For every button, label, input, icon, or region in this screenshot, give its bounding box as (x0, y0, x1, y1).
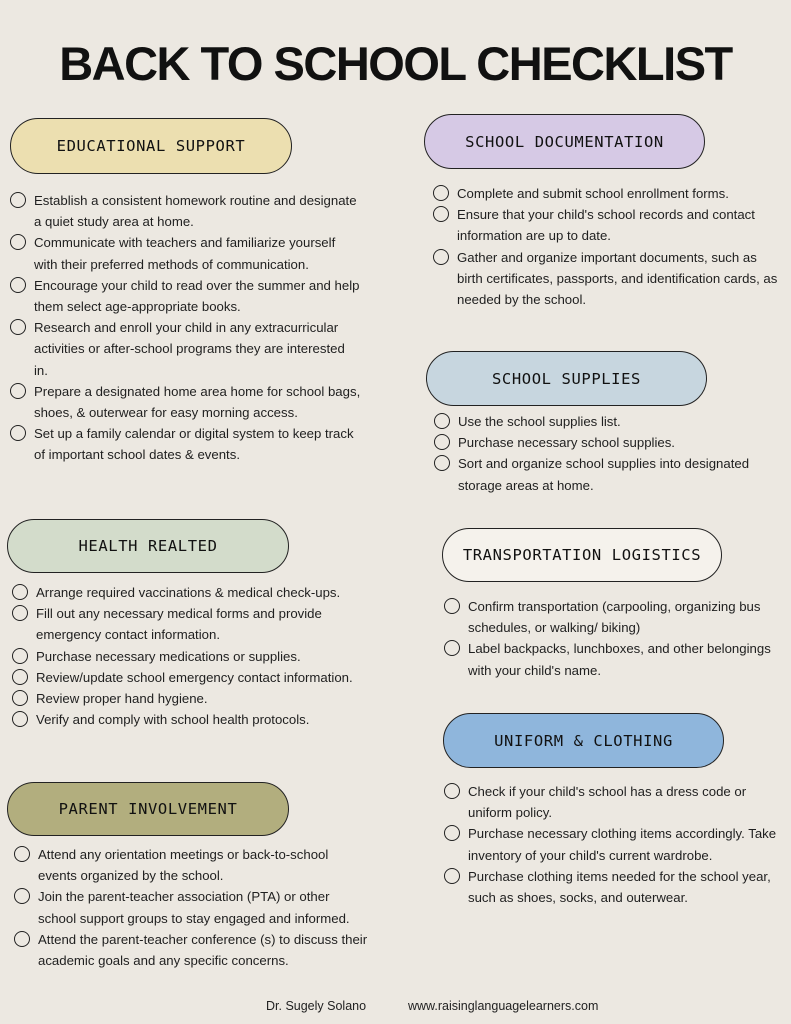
section-heading: SCHOOL SUPPLIES (426, 351, 707, 406)
checklist-item (10, 423, 362, 465)
section-heading: TRANSPORTATION LOGISTICS (442, 528, 722, 582)
checklist-item (444, 596, 774, 638)
checkbox-circle-icon[interactable] (10, 425, 26, 441)
section-heading: SCHOOL DOCUMENTATION (424, 114, 705, 169)
checkbox-circle-icon[interactable] (434, 455, 450, 471)
checkbox-circle-icon[interactable] (12, 584, 28, 600)
checklist-item-label: Review proper hand hygiene. (36, 691, 208, 707)
checkbox-circle-icon[interactable] (12, 690, 28, 706)
checklist-item-label: Join the parent-teacher association (PTA) or other school support groups to stay engaged and informed. (38, 889, 350, 926)
checkbox-circle-icon[interactable] (434, 413, 450, 429)
section-school-supplies (426, 351, 786, 496)
checklist-item-label: Ensure that your child's school records and contact information are up to date. (457, 207, 755, 244)
checklist-item (433, 204, 783, 246)
checklist-item-label: Encourage your child to read over the summer and help them select age-appropriate books. (34, 277, 360, 315)
checkbox-circle-icon[interactable] (10, 234, 26, 250)
section-uniform-clothing (443, 713, 788, 908)
checklist-item-label: Set up a family calendar or digital system to keep track of important school dates & events. (34, 426, 354, 463)
checklist-item (434, 432, 779, 453)
checkbox-circle-icon[interactable] (433, 206, 449, 222)
checkbox-circle-icon[interactable] (14, 846, 30, 862)
checklist-item-label: Check if your child's school has a dress code or uniform policy. (468, 784, 747, 821)
checklist-item (12, 688, 374, 709)
checkbox-circle-icon[interactable] (10, 192, 26, 208)
checklist-item (12, 667, 374, 688)
checklist-item-label: Attend the parent-teacher conference (s) to discuss their academic goals and any specific concerns. (38, 931, 368, 969)
checklist-item-label: Purchase necessary medications or supplies. (36, 648, 301, 664)
checklist-item (444, 823, 779, 865)
checklist-item (12, 582, 374, 603)
checklist-item-label: Purchase necessary clothing items accordingly. Take inventory of your child's current wardrobe. (468, 826, 777, 863)
checklist-item-label: Sort and organize school supplies into designated storage areas at home. (458, 456, 750, 493)
checkbox-circle-icon[interactable] (14, 888, 30, 904)
checklist-item (12, 603, 374, 645)
checkbox-circle-icon[interactable] (433, 249, 449, 265)
checklist-item (12, 709, 374, 730)
section-educational-support (10, 118, 380, 466)
checklist-item-label: Use the school supplies list. (458, 414, 621, 429)
checklist-item (433, 183, 783, 204)
checkbox-circle-icon[interactable] (434, 434, 450, 450)
checklist-item-label: Research and enroll your child in any extracurricular activities or after-school programs they are interested in. (34, 320, 345, 378)
section-heading: EDUCATIONAL SUPPORT (10, 118, 292, 174)
checklist-item (12, 646, 374, 667)
checklist-item-label: Attend any orientation meetings or back-to-school events organized by the school. (38, 847, 329, 884)
checkbox-circle-icon[interactable] (12, 605, 28, 621)
checkbox-circle-icon[interactable] (444, 598, 460, 614)
checklist-item-label: Review/update school emergency contact information. (36, 669, 353, 685)
section-parent-involvement (7, 782, 377, 971)
checkbox-circle-icon[interactable] (444, 825, 460, 841)
checklist-item (433, 247, 783, 311)
checklist-item (10, 381, 362, 423)
checklist-item (14, 844, 369, 886)
checklist-item (434, 453, 779, 495)
checklist-item (14, 886, 369, 928)
footer-author: Dr. Sugely Solano (266, 999, 367, 1013)
section-heading: HEALTH REALTED (7, 519, 289, 573)
checklist-item-label: Purchase clothing items needed for the school year, such as shoes, socks, and outerwear. (468, 868, 771, 906)
checklist-item-label: Gather and organize important documents, such as birth certificates, passports, and identification cards, as needed by the school. (457, 249, 778, 308)
checklist-item (10, 275, 362, 317)
checkbox-circle-icon[interactable] (12, 669, 28, 685)
checkbox-circle-icon[interactable] (12, 648, 28, 664)
footer-website: www.raisinglanguagelearners.com (408, 999, 599, 1013)
checklist-item-label: Prepare a designated home area home for school bags, shoes, & outerwear for easy morning access. (34, 383, 361, 421)
checklist-item-label: Fill out any necessary medical forms and provide emergency contact information. (36, 606, 322, 643)
checklist-item (10, 190, 362, 232)
checkbox-circle-icon[interactable] (10, 383, 26, 399)
section-heading: UNIFORM & CLOTHING (443, 713, 724, 768)
page-title: BACK TO SCHOOL CHECKLIST (59, 37, 732, 90)
checklist-item-label: Arrange required vaccinations & medical check-ups. (36, 585, 341, 600)
section-school-documentation (424, 114, 784, 310)
checklist-item (444, 781, 779, 823)
checklist-item (10, 317, 362, 381)
checklist-item-label: Verify and comply with school health protocols. (36, 712, 310, 728)
checklist-item (444, 866, 779, 908)
checkbox-circle-icon[interactable] (10, 277, 26, 293)
checkbox-circle-icon[interactable] (444, 868, 460, 884)
checkbox-circle-icon[interactable] (14, 931, 30, 947)
section-health-related (7, 519, 377, 730)
checkbox-circle-icon[interactable] (12, 711, 28, 727)
checklist-item-label: Establish a consistent homework routine and designate a quiet study area at home. (34, 193, 357, 230)
checklist-item (14, 929, 369, 971)
checklist-item-label: Label backpacks, lunchboxes, and other belongings with your child's name. (468, 641, 771, 678)
checklist-item (444, 638, 774, 680)
checkbox-circle-icon[interactable] (444, 640, 460, 656)
checklist-item-label: Communicate with teachers and familiarize yourself with their preferred methods of communication. (34, 235, 336, 272)
checklist-item (10, 232, 362, 274)
section-heading: PARENT INVOLVEMENT (7, 782, 289, 836)
section-transportation-logistics (442, 528, 787, 681)
checklist-item-label: Confirm transportation (carpooling, organizing bus schedules, or walking/ biking) (468, 599, 761, 636)
checklist-item-label: Purchase necessary school supplies. (458, 435, 675, 451)
checklist-item-label: Complete and submit school enrollment forms. (457, 186, 729, 201)
checkbox-circle-icon[interactable] (433, 185, 449, 201)
checkbox-circle-icon[interactable] (10, 319, 26, 335)
checkbox-circle-icon[interactable] (444, 783, 460, 799)
checklist-item (434, 411, 779, 432)
